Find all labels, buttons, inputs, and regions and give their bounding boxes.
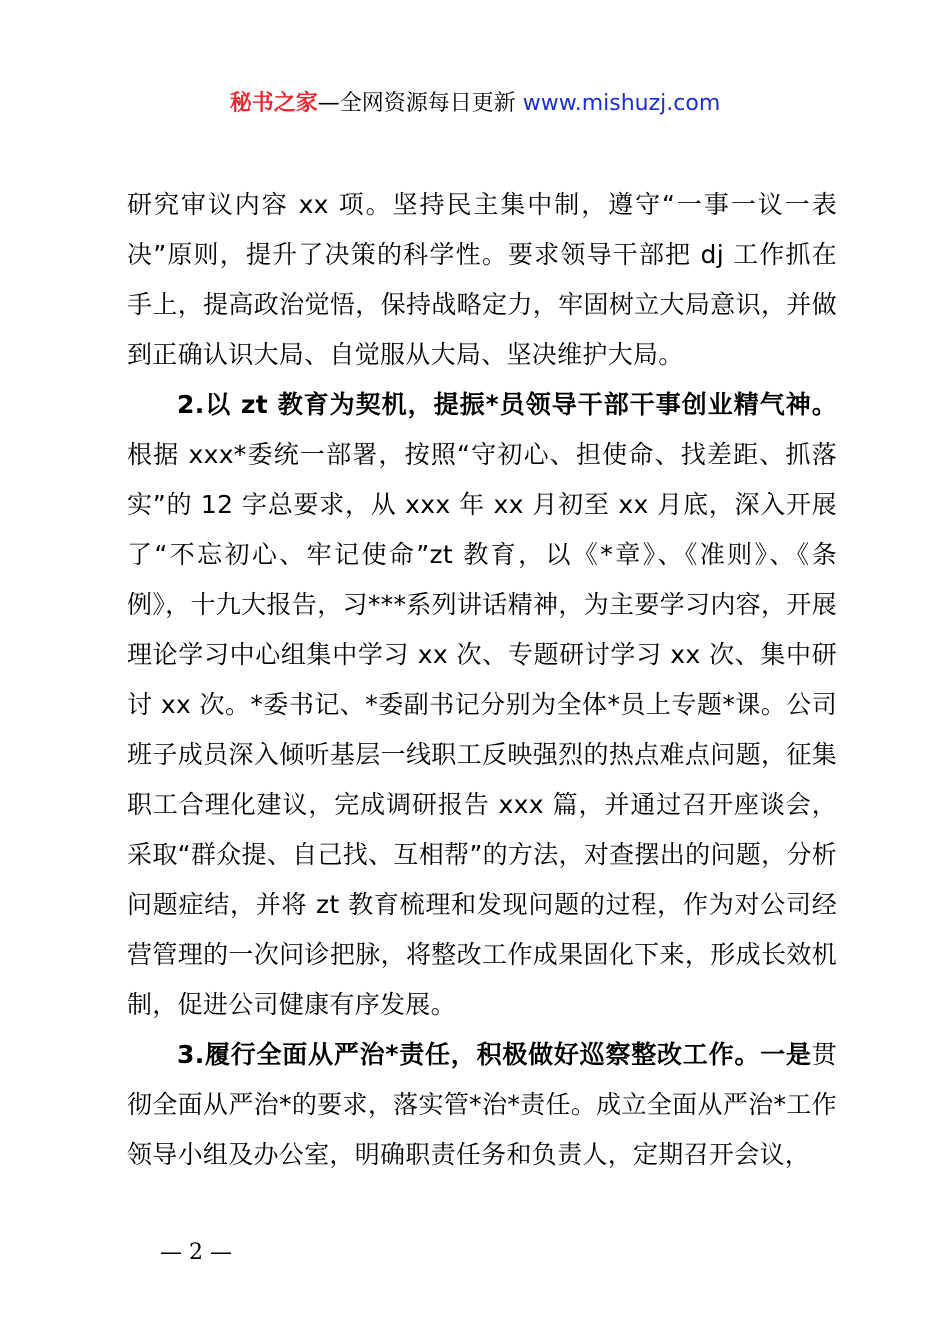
site-header [0, 86, 950, 122]
page-number: — 2 — [160, 1240, 232, 1265]
site-url[interactable]: www.mishuzj.com [522, 91, 721, 116]
paragraph-3-lead: 3.履行全面从严治*责任，积极做好巡察整改工作。一是 [177, 1040, 812, 1069]
paragraph-1 [127, 180, 837, 380]
paragraph-2-text: 根据 xxx*委统一部署，按照“守初心、担使命、找差距、抓落实”的 12 字总要求，从 xxx 年 xx 月初至 xx 月底，深入开展了“不忘初心、牢记使命”zt 教育，以《*章》、《准则》、《条例》，十九大报告，习***系列讲话精神，为主要学习内容，开展理论学习中心组集中学习 xx 次、专题研讨学习 xx 次、集中研讨 xx 次。*委书记、*委副书记分别为全体*员上专题*课。公司班子成员深入倾听基层一线职工反映强烈的热点难点问题，征集职工合理化建议，完成调研报告 xxx 篇，并通过召开座谈会，采取“群众提、自己找、互相帮”的方法，对查摆出的问题，分析问题症结，并将 zt 教育梳理和发现问题的过程，作为对公司经营管理的一次问诊把脉，将整改工作成果固化下来，形成长效机制，促进公司健康有序发展。 [127, 440, 837, 1019]
paragraph-3 [127, 1030, 837, 1180]
document-body [127, 180, 837, 1180]
paragraph-3-text: 贯彻全面从严治*的要求，落实管*治*责任。成立全面从严治*工作领导小组及办公室，明确职责任务和负责人，定期召开会议， [127, 1040, 837, 1169]
paragraph-2-lead: 2.以 zt 教育为契机，提振*员领导干部干事创业精气神。 [177, 390, 837, 419]
paragraph-2 [127, 380, 837, 1030]
site-brand: 秘书之家 [229, 91, 318, 116]
site-tagline: —全网资源每日更新 [317, 91, 523, 116]
paragraph-1-text: 研究审议内容 xx 项。坚持民主集中制，遵守“一事一议一表决”原则，提升了决策的科学性。要求领导干部把 dj 工作抓在手上，提高政治觉悟，保持战略定力，牢固树立大局意识，并做到正确认识大局、自觉服从大局、坚决维护大局。 [127, 190, 837, 369]
